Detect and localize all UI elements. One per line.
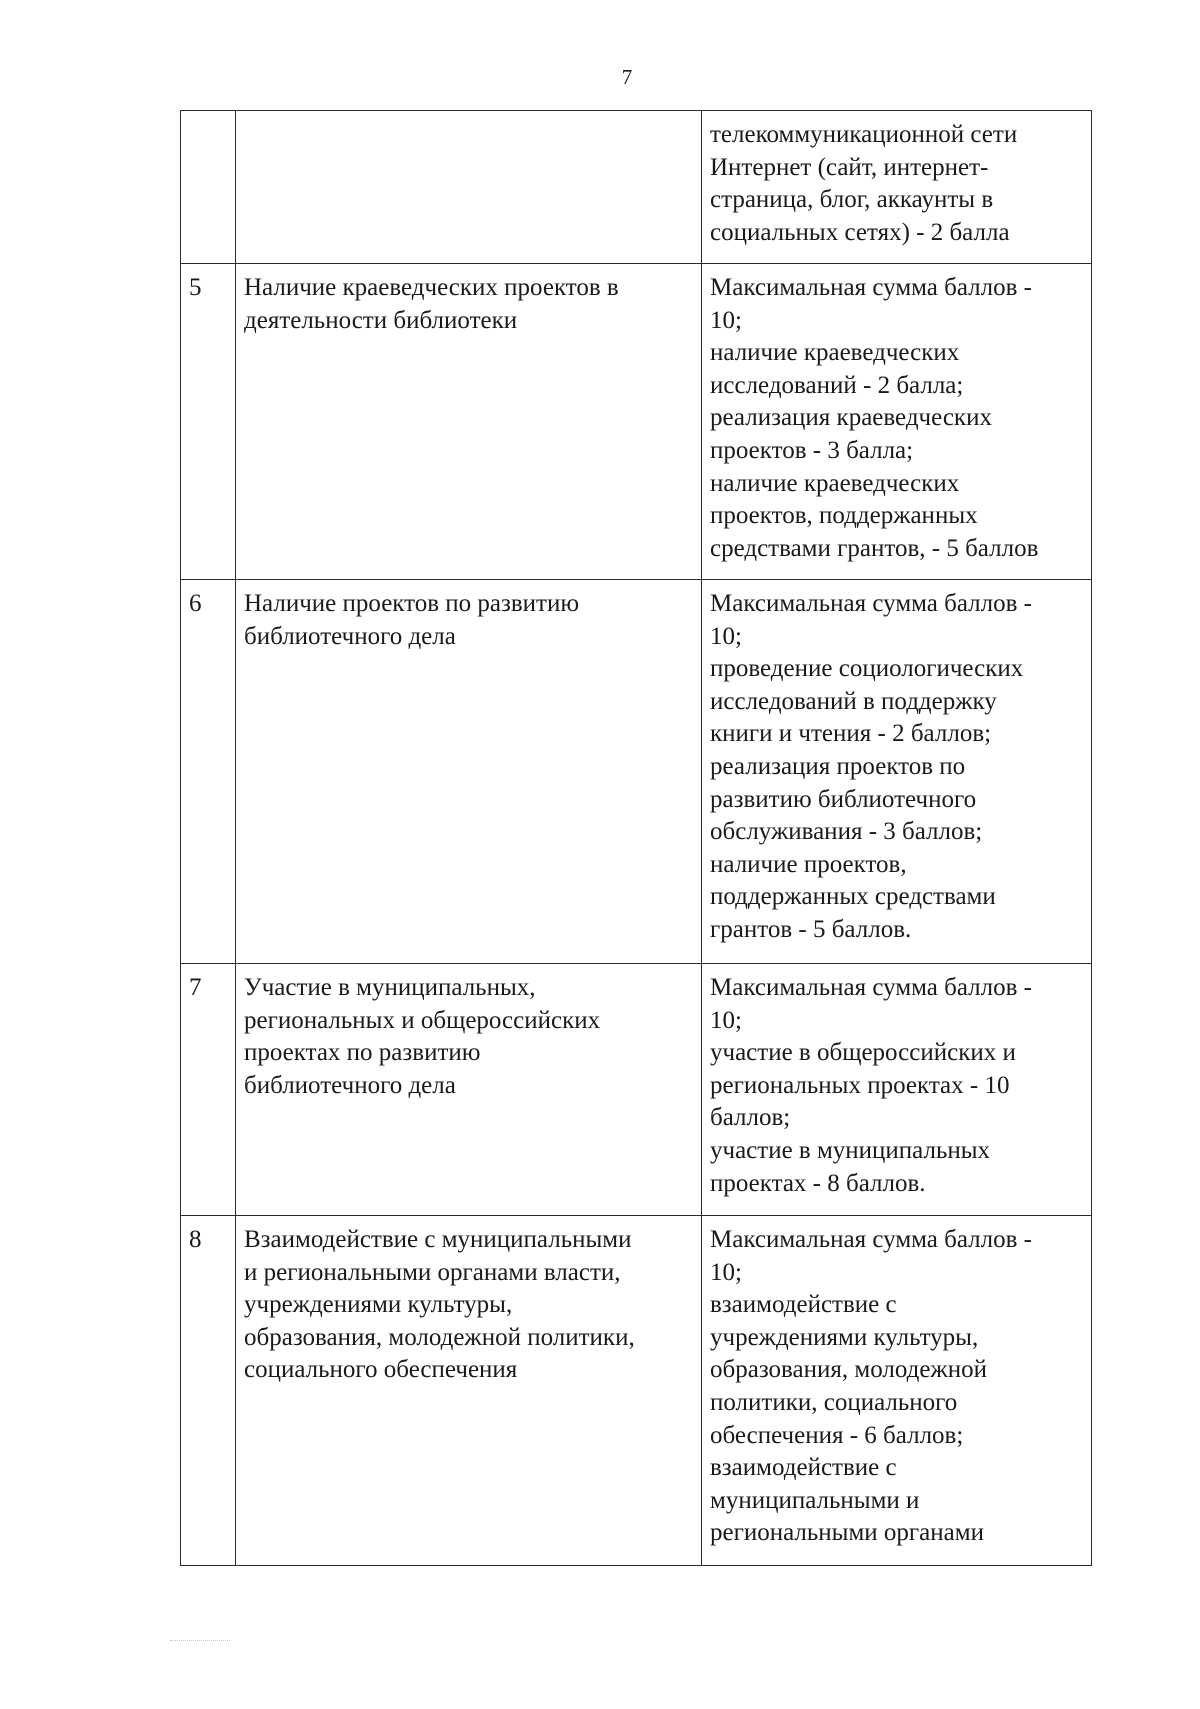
score-description-cell (702, 1216, 1092, 1566)
score-line: Максимальная сумма баллов - (710, 1226, 1033, 1253)
score-line: развитию библиотечного (710, 785, 977, 813)
row-number-cell: 6 (181, 580, 236, 964)
score-line: книги и чтения - 2 баллов; (710, 720, 992, 748)
page-number: 7 (621, 65, 633, 89)
criterion-line: региональных и общероссийских (244, 1006, 601, 1034)
scan-artifact (170, 1640, 230, 1641)
criterion-line: учреждениями культуры, (244, 1291, 513, 1319)
criterion-line: Наличие проектов по развитию (244, 590, 580, 617)
score-line: Максимальная сумма баллов - (710, 274, 1033, 301)
score-line: реализация краеведческих (710, 404, 992, 432)
table-row (181, 111, 1092, 264)
score-description-cell (702, 580, 1092, 964)
score-line: проектов - 3 балла; (710, 436, 914, 464)
score-line: проектах - 8 баллов. (710, 1169, 926, 1197)
criterion-name-cell (236, 1216, 702, 1566)
table-row (181, 264, 1092, 580)
criterion-line: библиотечного дела (244, 1071, 456, 1099)
score-line: реализация проектов по (710, 752, 966, 780)
row-number-cell: 8 (181, 1216, 236, 1566)
score-line: Интернет (сайт, интернет- (710, 153, 989, 181)
criterion-line: библиотечного дела (244, 622, 456, 650)
score-description-cell (702, 964, 1092, 1216)
score-line: взаимодействие с (710, 1454, 897, 1482)
score-line: исследований - 2 балла; (710, 371, 964, 399)
criterion-line: и региональными органами власти, (244, 1258, 621, 1286)
score-line: социальных сетях) - 2 балла (710, 218, 1010, 246)
score-line: проектов, поддержанных (710, 502, 978, 530)
score-line: взаимодействие с (710, 1291, 897, 1319)
score-line: муниципальными и (710, 1486, 920, 1514)
score-description-cell (702, 111, 1092, 264)
score-line: участие в муниципальных (710, 1136, 991, 1164)
score-description-cell (702, 264, 1092, 580)
score-line: наличие краеведческих (710, 339, 960, 367)
table-row (181, 580, 1092, 964)
criterion-line: социального обеспечения (244, 1356, 518, 1384)
score-line: грантов - 5 баллов. (710, 915, 912, 943)
row-number-cell: 5 (181, 264, 236, 580)
criterion-line: образования, молодежной политики, (244, 1323, 635, 1351)
score-line: поддержанных средствами (710, 883, 996, 911)
score-line: обеспечения - 6 баллов; (710, 1421, 964, 1449)
score-line: проведение социологических (710, 655, 1024, 683)
score-line: баллов; (710, 1104, 791, 1132)
score-line: участие в общероссийских и (710, 1039, 1016, 1067)
score-line: политики, социального (710, 1388, 958, 1416)
criterion-line: Наличие краеведческих проектов в (244, 274, 619, 301)
criterion-line: Взаимодействие с муниципальными (244, 1226, 632, 1253)
score-line: 10; (710, 622, 742, 650)
score-line: телекоммуникационной сети (710, 121, 1018, 148)
score-line: Максимальная сумма баллов - (710, 590, 1033, 617)
score-line: 10; (710, 1006, 742, 1034)
score-line: региональных проектах - 10 (710, 1071, 1010, 1099)
score-line: обслуживания - 3 баллов; (710, 818, 983, 846)
score-line: Максимальная сумма баллов - (710, 974, 1033, 1001)
score-line: исследований в поддержку (710, 687, 997, 715)
criterion-name-cell (236, 264, 702, 580)
criterion-name-cell (236, 580, 702, 964)
criterion-line: деятельности библиотеки (244, 306, 518, 334)
score-line: наличие краеведческих (710, 469, 960, 497)
score-line: наличие проектов, (710, 850, 907, 878)
criterion-line: проектах по развитию (244, 1039, 481, 1067)
table-row (181, 1216, 1092, 1566)
score-line: образования, молодежной (710, 1356, 987, 1384)
row-number-cell: 7 (181, 964, 236, 1216)
criterion-name-cell (236, 964, 702, 1216)
score-line: страница, блог, аккаунты в (710, 186, 994, 214)
score-line: 10; (710, 306, 742, 334)
criterion-line: Участие в муниципальных, (244, 974, 536, 1001)
criterion-name-cell (236, 111, 702, 264)
table-row (181, 964, 1092, 1216)
score-line: региональными органами (710, 1519, 984, 1547)
score-line: средствами грантов, - 5 баллов (710, 534, 1039, 562)
score-line: учреждениями культуры, (710, 1323, 979, 1351)
row-number-cell (181, 111, 236, 264)
criteria-table (180, 110, 1092, 1566)
score-line: 10; (710, 1258, 742, 1286)
